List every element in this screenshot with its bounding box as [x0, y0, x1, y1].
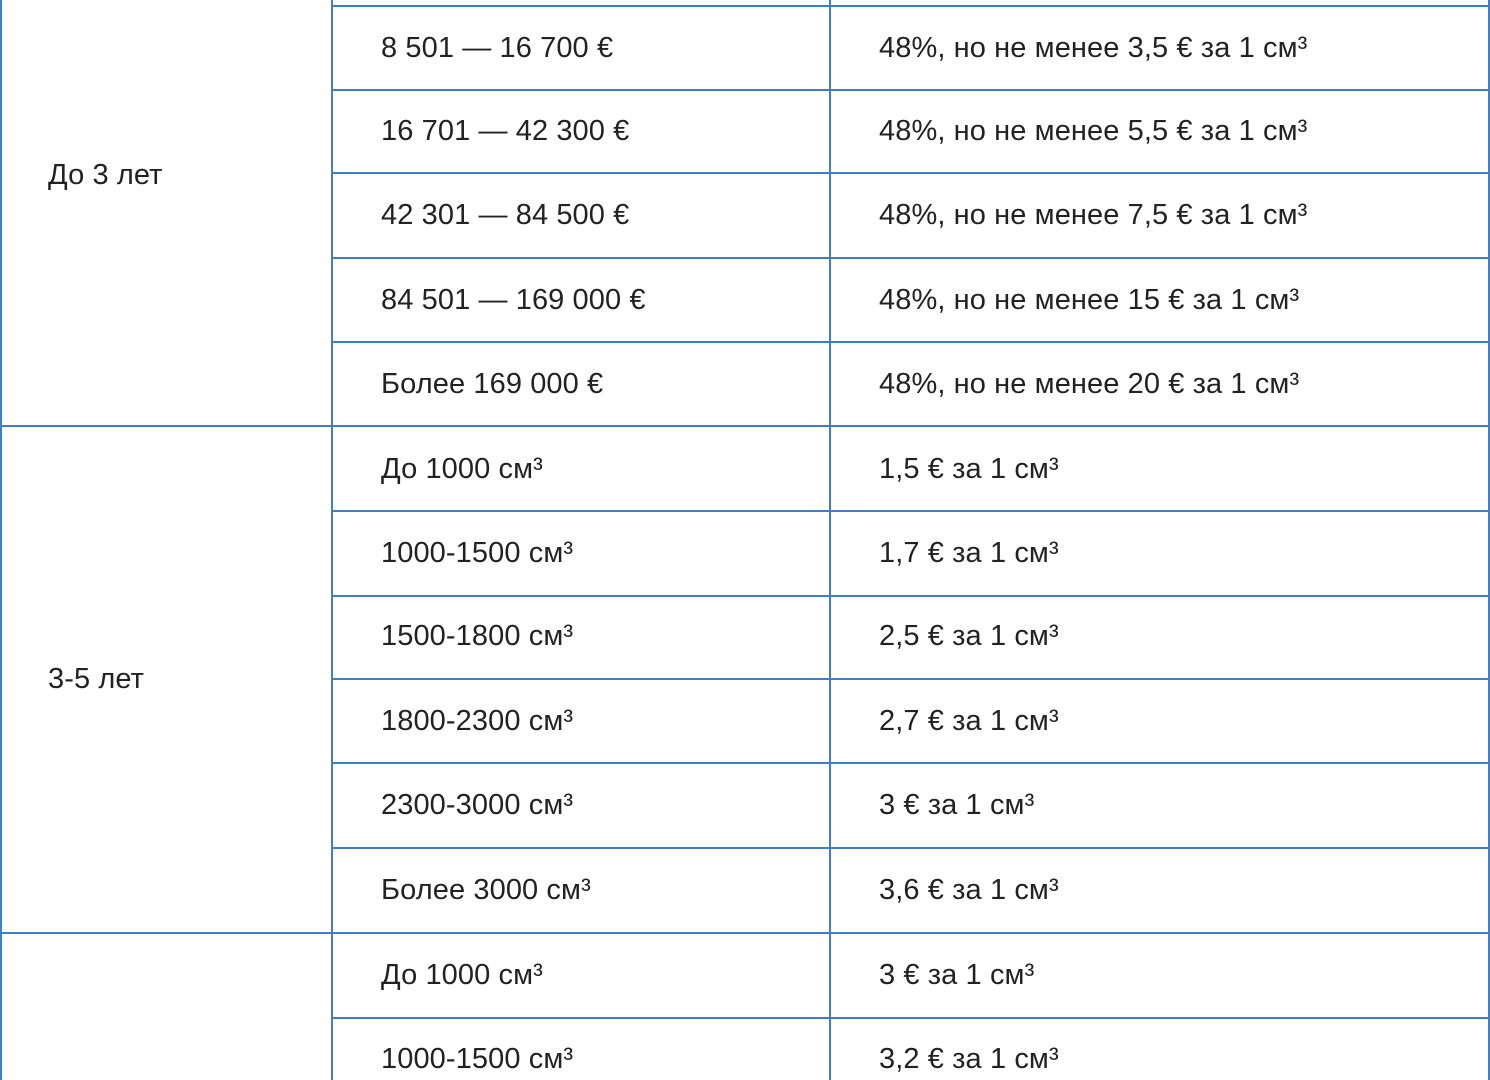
table-row-rate: 48%, но не менее 15 € за 1 см³ [879, 284, 1300, 316]
group-divider [0, 932, 1490, 934]
table-row-rate: 1,5 € за 1 см³ [879, 453, 1059, 485]
table-row-range: 42 301 — 84 500 € [381, 199, 630, 231]
table-row-range: До 1000 см³ [381, 453, 543, 485]
table-border-col1 [331, 0, 333, 1080]
row-divider [331, 1017, 1490, 1019]
row-divider [331, 847, 1490, 849]
table-row-rate: 48%, но не менее 20 € за 1 см³ [879, 368, 1300, 400]
table-row-range: 16 701 — 42 300 € [381, 115, 630, 147]
table-row-range: 1000-1500 см³ [381, 1043, 574, 1075]
row-divider [331, 595, 1490, 597]
table-row-range: 2300-3000 см³ [381, 789, 574, 821]
table-row-rate: 3,6 € за 1 см³ [879, 874, 1059, 906]
row-divider [331, 172, 1490, 174]
table-row-rate: 2,5 € за 1 см³ [879, 620, 1059, 652]
table-row-rate: 3,2 € за 1 см³ [879, 1043, 1059, 1075]
table-row-rate: 48%, но не менее 7,5 € за 1 см³ [879, 199, 1308, 231]
table-row-rate: 1,7 € за 1 см³ [879, 537, 1059, 569]
table-row-rate: 48%, но не менее 3,5 € за 1 см³ [879, 32, 1308, 64]
table-row-range: До 1000 см³ [381, 959, 543, 991]
table-row-range: 1800-2300 см³ [381, 705, 574, 737]
table-row-range: 1000-1500 см³ [381, 537, 574, 569]
row-divider [331, 510, 1490, 512]
row-divider [331, 89, 1490, 91]
table-row-rate: 3 € за 1 см³ [879, 959, 1035, 991]
table-row-range: 1500-1800 см³ [381, 620, 574, 652]
table-row-rate: 2,7 € за 1 см³ [879, 705, 1059, 737]
row-divider [331, 341, 1490, 343]
table-row-rate: 48%, но не менее 5,5 € за 1 см³ [879, 115, 1308, 147]
table-row-range: 8 501 — 16 700 € [381, 32, 614, 64]
table-border-left [0, 0, 2, 1080]
row-divider [331, 5, 1490, 7]
table-border-col2 [829, 0, 831, 1080]
row-divider [331, 257, 1490, 259]
row-divider [331, 678, 1490, 680]
table-row-range: Более 169 000 € [381, 368, 604, 400]
row-divider [331, 762, 1490, 764]
group-divider [0, 425, 1490, 427]
table-row-rate: 3 € за 1 см³ [879, 789, 1035, 821]
table-row-range: 84 501 — 169 000 € [381, 284, 646, 316]
group-label-3-5-years: 3-5 лет [48, 663, 145, 695]
group-label-under-3-years: До 3 лет [48, 159, 163, 191]
table-row-range: Более 3000 см³ [381, 874, 591, 906]
